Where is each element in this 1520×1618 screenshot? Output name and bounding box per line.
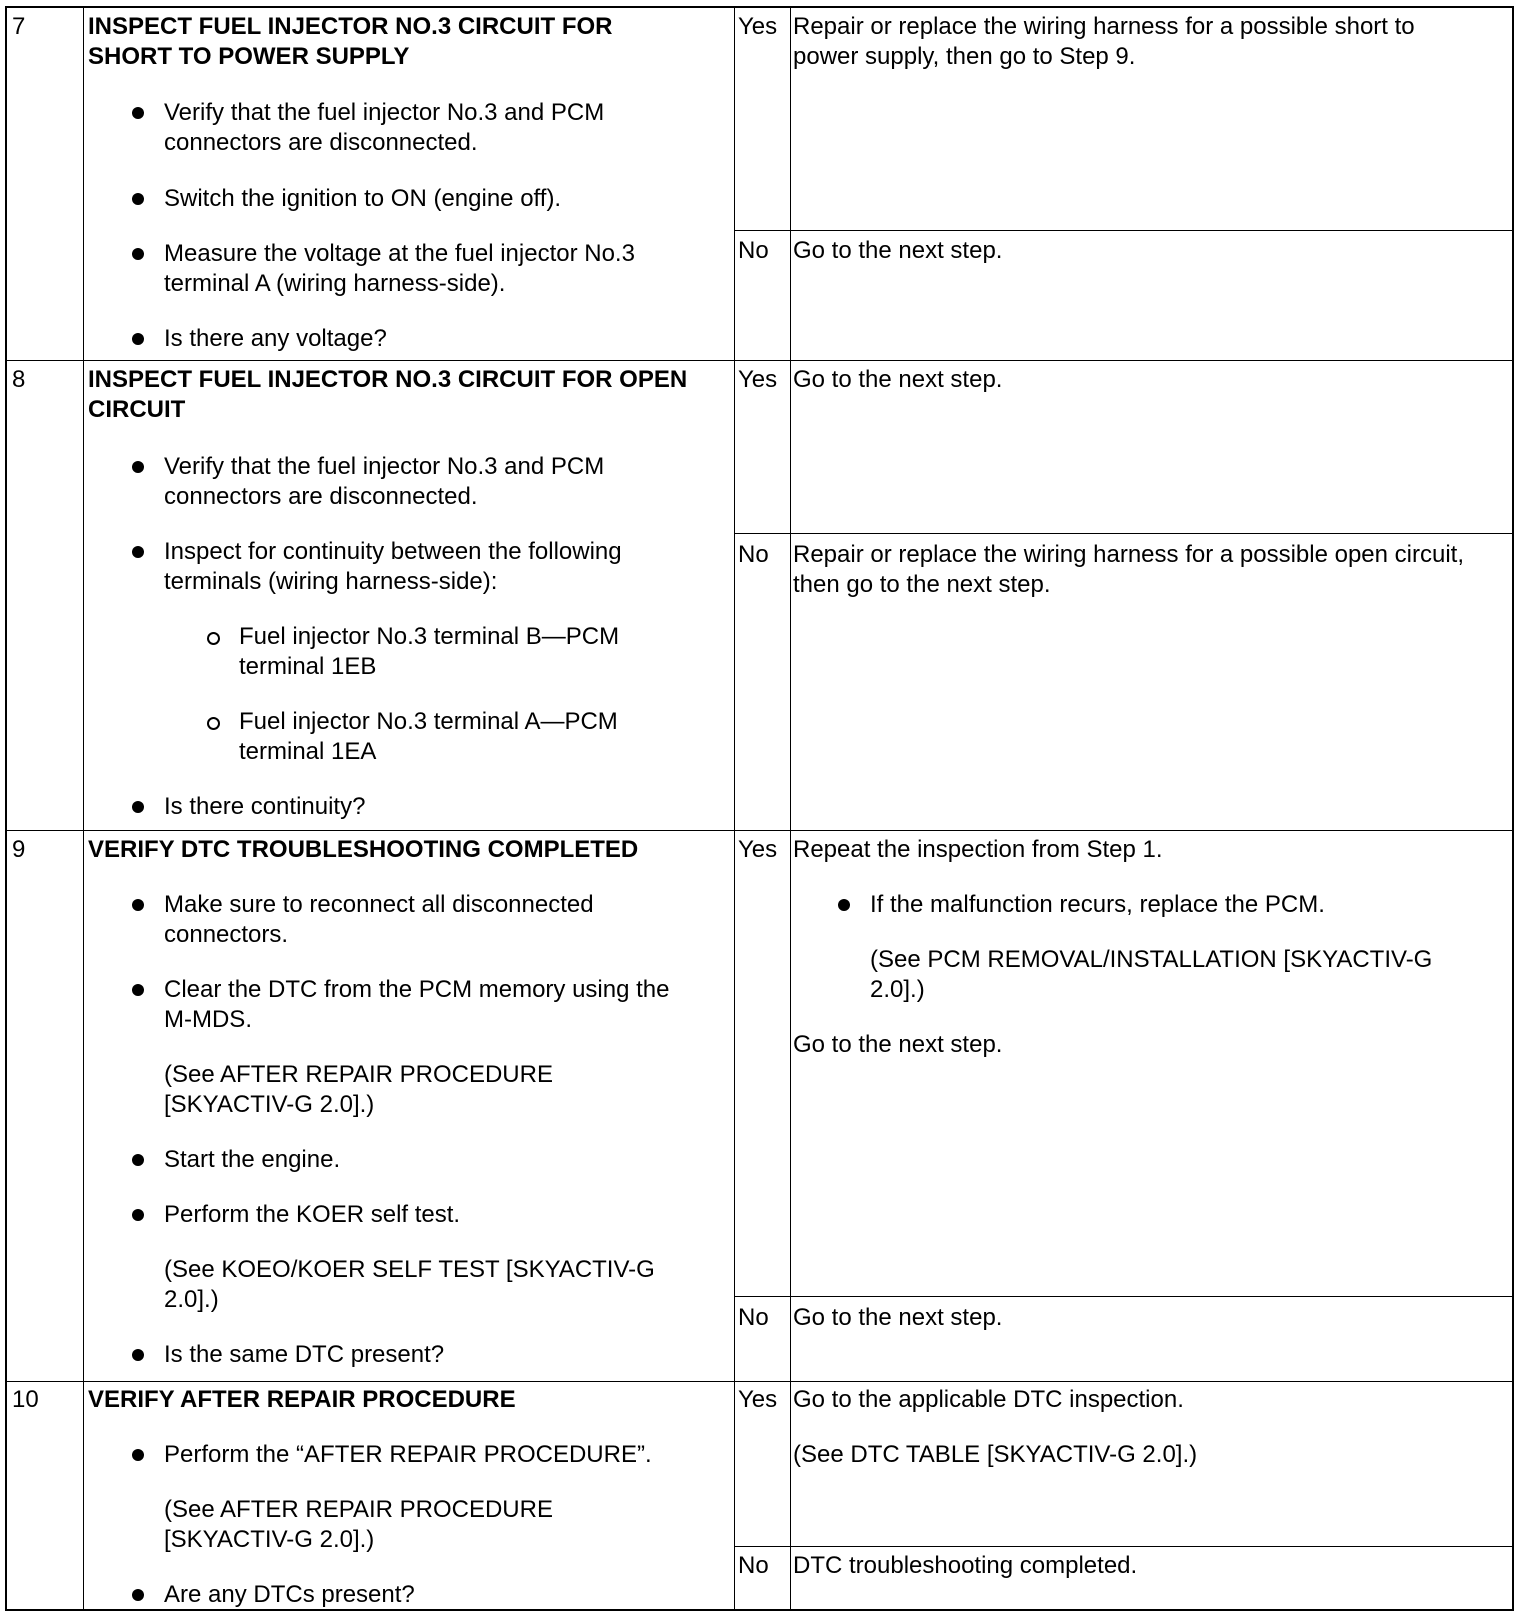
yes-action: Go to the next step.: [793, 1031, 1003, 1058]
yes-label: Yes: [738, 366, 778, 393]
inspection-item: Inspect for continuity between the following: [164, 538, 622, 565]
inspection-item: connectors are disconnected.: [164, 483, 478, 510]
inspection-subitem: Fuel injector No.3 terminal A—PCM: [239, 708, 618, 735]
bullet-icon: [132, 461, 144, 473]
reference-note: (See KOEO/KOER SELF TEST [SKYACTIV-G: [164, 1256, 655, 1283]
step-number: 7: [12, 13, 26, 40]
no-action: Go to the next step.: [793, 237, 1003, 264]
inspection-item: connectors.: [164, 921, 289, 948]
step-title: VERIFY AFTER REPAIR PROCEDURE: [88, 1386, 516, 1413]
inspection-item: Start the engine.: [164, 1146, 341, 1173]
step-number: 10: [12, 1386, 39, 1413]
step-title: CIRCUIT: [88, 396, 186, 423]
no-action: then go to the next step.: [793, 571, 1051, 598]
reference-note: [SKYACTIV-G 2.0].): [164, 1091, 375, 1118]
yes-label: Yes: [738, 1386, 778, 1413]
inspection-item: Is there continuity?: [164, 793, 366, 820]
inspection-item: Clear the DTC from the PCM memory using the: [164, 976, 670, 1003]
reference-note: [SKYACTIV-G 2.0].): [164, 1526, 375, 1553]
no-label: No: [738, 237, 769, 264]
yes-no-divider: [734, 1296, 1512, 1297]
inspection-item: Verify that the fuel injector No.3 and PCM: [164, 453, 605, 480]
yes-action: Repair or replace the wiring harness for a possible short to: [793, 13, 1415, 40]
bullet-icon: [132, 1154, 144, 1166]
row-divider: [7, 1381, 1512, 1382]
inspection-subitem: Fuel injector No.3 terminal B—PCM: [239, 623, 620, 650]
inspection-item: Is the same DTC present?: [164, 1341, 445, 1368]
bullet-icon: [132, 248, 144, 260]
step-title: VERIFY DTC TROUBLESHOOTING COMPLETED: [88, 836, 639, 863]
inspection-item: Are any DTCs present?: [164, 1581, 415, 1608]
bullet-icon: [132, 1449, 144, 1461]
reference-note: (See AFTER REPAIR PROCEDURE: [164, 1496, 553, 1523]
inspection-item: terminal A (wiring harness-side).: [164, 270, 506, 297]
inspection-item: M-MDS.: [164, 1006, 252, 1033]
bullet-icon: [132, 107, 144, 119]
inspection-item: Perform the KOER self test.: [164, 1201, 461, 1228]
bullet-icon: [132, 1209, 144, 1221]
step-title: INSPECT FUEL INJECTOR NO.3 CIRCUIT FOR: [88, 13, 613, 40]
row-divider: [7, 360, 1512, 361]
yes-label: Yes: [738, 836, 778, 863]
reference-note: (See PCM REMOVAL/INSTALLATION [SKYACTIV-G: [870, 946, 1433, 973]
bullet-icon: [132, 1589, 144, 1601]
no-label: No: [738, 1552, 769, 1579]
yes-label: Yes: [738, 13, 778, 40]
no-action: Go to the next step.: [793, 1304, 1003, 1331]
yes-action: Repeat the inspection from Step 1.: [793, 836, 1163, 863]
step-title: INSPECT FUEL INJECTOR NO.3 CIRCUIT FOR OPEN: [88, 366, 688, 393]
step-number: 8: [12, 366, 26, 393]
inspection-item: connectors are disconnected.: [164, 129, 478, 156]
yes-no-divider: [734, 533, 1512, 534]
inspection-item: Measure the voltage at the fuel injector No.3: [164, 240, 635, 267]
bullet-icon: [132, 333, 144, 345]
reference-note: (See DTC TABLE [SKYACTIV-G 2.0].): [793, 1441, 1198, 1468]
bullet-icon: [132, 193, 144, 205]
no-label: No: [738, 541, 769, 568]
inspection-item: Is there any voltage?: [164, 325, 387, 352]
yes-no-divider: [734, 1546, 1512, 1547]
inspection-item: Switch the ignition to ON (engine off).: [164, 185, 562, 212]
column-divider-result: [790, 8, 791, 1609]
inspection-item: Make sure to reconnect all disconnected: [164, 891, 594, 918]
yes-no-divider: [734, 230, 1512, 231]
yes-action: power supply, then go to Step 9.: [793, 43, 1136, 70]
yes-action-bullet: If the malfunction recurs, replace the PCM.: [870, 891, 1325, 918]
sub-bullet-icon: [207, 717, 220, 730]
sub-bullet-icon: [207, 632, 220, 645]
inspection-subitem: terminal 1EB: [239, 653, 377, 680]
column-divider-step: [83, 8, 84, 1609]
inspection-item: Perform the “AFTER REPAIR PROCEDURE”.: [164, 1441, 652, 1468]
no-action: Repair or replace the wiring harness for a possible open circuit,: [793, 541, 1465, 568]
inspection-item: Verify that the fuel injector No.3 and PCM: [164, 99, 605, 126]
reference-note: 2.0].): [870, 976, 925, 1003]
reference-note: (See AFTER REPAIR PROCEDURE: [164, 1061, 553, 1088]
bullet-icon: [132, 546, 144, 558]
step-title: SHORT TO POWER SUPPLY: [88, 43, 410, 70]
bullet-icon: [132, 801, 144, 813]
step-number: 9: [12, 836, 26, 863]
inspection-subitem: terminal 1EA: [239, 738, 377, 765]
column-divider-action: [734, 8, 735, 1609]
row-divider: [7, 830, 1512, 831]
bullet-icon: [838, 899, 850, 911]
no-label: No: [738, 1304, 769, 1331]
inspection-item: terminals (wiring harness-side):: [164, 568, 498, 595]
yes-action: Go to the next step.: [793, 366, 1003, 393]
bullet-icon: [132, 1349, 144, 1361]
reference-note: 2.0].): [164, 1286, 219, 1313]
bullet-icon: [132, 984, 144, 996]
yes-action: Go to the applicable DTC inspection.: [793, 1386, 1184, 1413]
no-action: DTC troubleshooting completed.: [793, 1552, 1138, 1579]
bullet-icon: [132, 899, 144, 911]
